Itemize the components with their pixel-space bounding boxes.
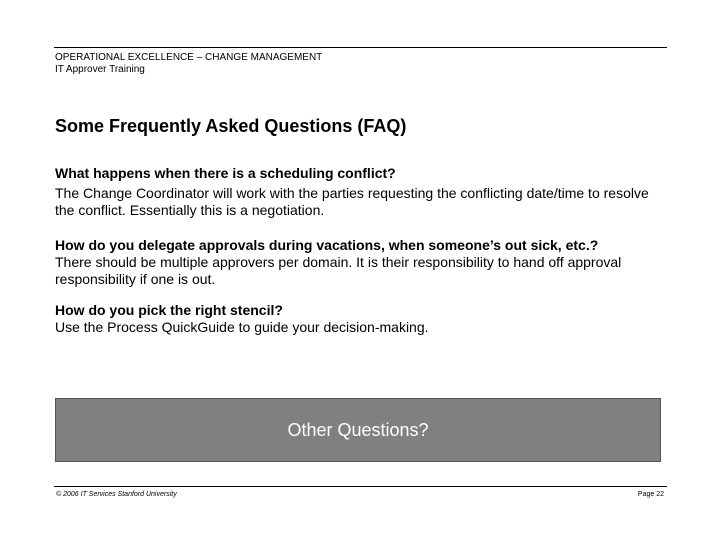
footer-page-number: Page 22 xyxy=(637,491,664,498)
faq-answer: The Change Coordinator will work with the parties requesting the conflicting date/time to resolve the conflict. Essentially this is a negotiation. xyxy=(55,185,649,218)
page-title: Some Frequently Asked Questions (FAQ) xyxy=(55,116,407,136)
faq-question: How do you pick the right stencil? xyxy=(55,302,283,318)
faq-question: How do you delegate approvals during vacations, when someone’s out sick, etc.? xyxy=(55,237,599,253)
header-divider xyxy=(54,47,667,48)
other-questions-label: Other Questions? xyxy=(287,420,429,440)
footer-divider xyxy=(54,486,667,487)
faq-item xyxy=(55,237,670,288)
faq-answer: There should be multiple approvers per domain. It is their responsibility to hand off approval responsibility if one is out. xyxy=(55,254,622,287)
faq-question: What happens when there is a scheduling conflict? xyxy=(55,165,396,181)
slide-header xyxy=(55,52,322,76)
faq-item xyxy=(55,165,670,219)
other-questions-callout xyxy=(55,398,661,462)
header-course-title: IT Approver Training xyxy=(55,64,145,75)
faq-list xyxy=(55,165,670,350)
faq-item xyxy=(55,302,670,336)
footer-copyright: © 2006 IT Services Stanford University xyxy=(56,491,177,498)
faq-answer: Use the Process QuickGuide to guide your decision-making. xyxy=(55,319,429,335)
header-program-title: OPERATIONAL EXCELLENCE – CHANGE MANAGEMENT xyxy=(55,52,323,63)
